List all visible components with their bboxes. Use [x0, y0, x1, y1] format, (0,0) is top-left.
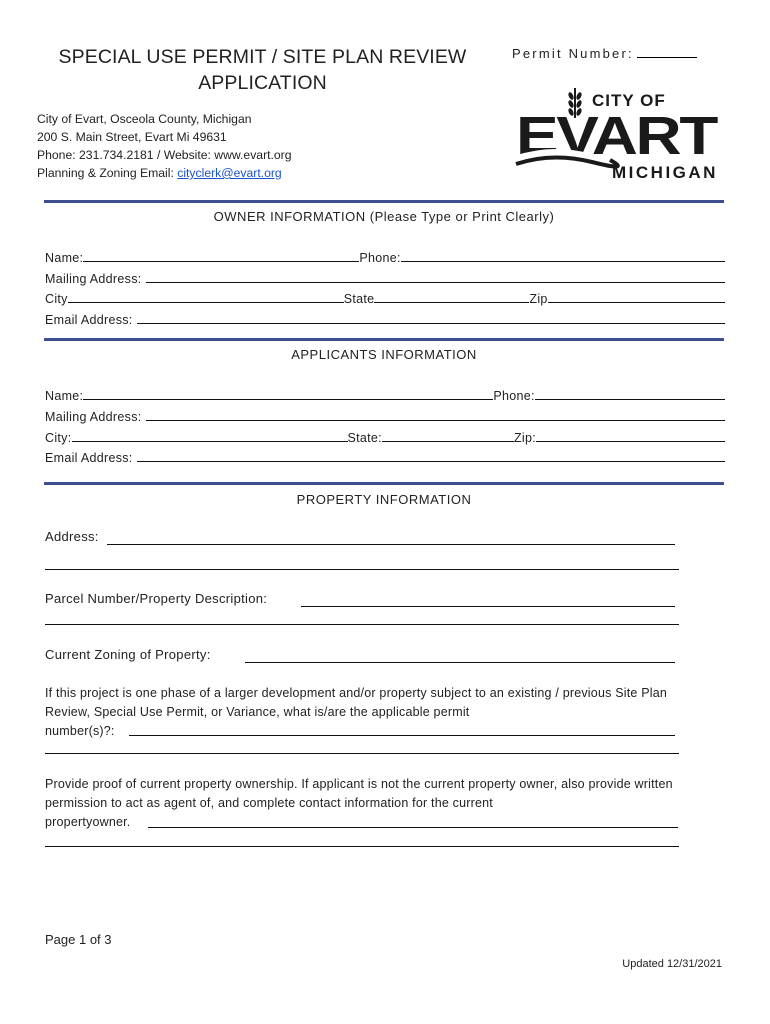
contact-block — [37, 110, 292, 182]
phase-question-text: If this project is one phase of a larger development and/or property subject to an existing / previous Site Plan Review, Special Use Permit, or Variance, what is/are the applicable permit — [45, 686, 668, 719]
phase-permit-field-2[interactable] — [45, 753, 679, 754]
permit-number-line[interactable] — [637, 47, 697, 58]
property-section-title: PROPERTY INFORMATION — [296, 492, 472, 507]
page-title — [40, 44, 485, 96]
phase-question-end: number(s)?: — [45, 724, 115, 738]
title-line-2: APPLICATION — [198, 72, 327, 94]
applicant-name-field[interactable] — [83, 398, 493, 400]
applicant-phone-field[interactable] — [535, 398, 725, 400]
owner-phone-field[interactable] — [401, 260, 725, 262]
parcel-label: Parcel Number/Property Description: — [45, 591, 268, 606]
owner-mailing-label: Mailing Address: — [45, 272, 142, 286]
applicant-city-row — [45, 426, 725, 446]
city-logo — [512, 86, 722, 181]
owner-state-label: State — [343, 292, 375, 306]
contact-line-1: City of Evart, Osceola County, Michigan — [37, 112, 252, 126]
section-divider — [44, 482, 724, 485]
owner-zip-field[interactable] — [548, 301, 725, 303]
applicant-email-row — [45, 446, 725, 466]
zoning-field[interactable] — [245, 662, 675, 663]
parcel-field[interactable] — [301, 606, 675, 607]
owner-email-field[interactable] — [137, 322, 725, 324]
applicant-zip-field[interactable] — [536, 440, 725, 442]
property-address-field-2[interactable] — [45, 569, 679, 570]
applicant-mailing-field[interactable] — [146, 419, 725, 421]
applicant-name-phone-row — [45, 384, 725, 404]
updated-date: Updated 12/31/2021 — [622, 958, 722, 970]
permit-number-label: Permit Number: — [512, 46, 634, 61]
owner-name-label: Name: — [45, 251, 84, 265]
applicant-state-label: State: — [347, 431, 382, 445]
proof-field[interactable] — [148, 827, 678, 828]
logo-bottom-text: MICHIGAN — [612, 163, 718, 181]
email-link[interactable]: cityclerk@evart.org — [177, 166, 282, 180]
zoning-label: Current Zoning of Property: — [45, 647, 211, 662]
owner-phone-label: Phone: — [359, 251, 401, 265]
phase-question — [45, 684, 685, 741]
applicant-city-label: City: — [45, 431, 72, 445]
proof-field-2[interactable] — [45, 846, 679, 847]
parcel-field-2[interactable] — [45, 624, 679, 625]
property-address-field[interactable] — [107, 544, 675, 545]
owner-city-field[interactable] — [68, 301, 344, 303]
logo-top-text: CITY OF — [592, 91, 666, 110]
section-divider — [44, 338, 724, 341]
owner-zip-label: Zip — [529, 292, 548, 306]
applicant-state-field[interactable] — [382, 440, 514, 442]
applicant-phone-label: Phone: — [493, 389, 535, 403]
owner-name-phone-row — [45, 246, 725, 266]
applicant-section-title: APPLICANTS INFORMATION — [291, 347, 477, 362]
applicant-email-field[interactable] — [137, 460, 725, 462]
applicant-mailing-row — [45, 405, 725, 425]
applicant-zip-label: Zip: — [513, 431, 537, 445]
proof-instructions — [45, 775, 685, 832]
proof-end: propertyowner. — [45, 815, 131, 829]
owner-email-row — [45, 308, 725, 328]
phase-permit-field[interactable] — [129, 735, 675, 736]
owner-email-label: Email Address: — [45, 313, 133, 327]
contact-line-2: 200 S. Main Street, Evart Mi 49631 — [37, 130, 227, 144]
applicant-city-field[interactable] — [72, 440, 348, 442]
applicant-name-label: Name: — [45, 389, 84, 403]
owner-name-field[interactable] — [83, 260, 359, 262]
page-number: Page 1 of 3 — [45, 932, 112, 947]
applicant-mailing-label: Mailing Address: — [45, 410, 142, 424]
owner-mailing-field[interactable] — [146, 281, 725, 283]
owner-mailing-row — [45, 267, 725, 287]
permit-number-field[interactable] — [512, 46, 697, 61]
owner-city-label: City — [45, 292, 68, 306]
title-line-1: SPECIAL USE PERMIT / SITE PLAN REVIEW — [58, 46, 467, 68]
section-divider — [44, 200, 724, 203]
logo-main-text: EVART — [516, 106, 719, 166]
contact-line-3: Phone: 231.734.2181 / Website: www.evart.org — [37, 148, 292, 162]
email-prefix: Planning & Zoning Email: — [37, 166, 178, 180]
proof-text: Provide proof of current property ownership. If applicant is not the current property owner, also provide written permission to act as agent of, and complete contact information for the current — [45, 777, 673, 810]
owner-city-row — [45, 287, 725, 307]
owner-state-field[interactable] — [374, 301, 529, 303]
property-address-label: Address: — [45, 529, 99, 544]
contact-line-4 — [37, 164, 292, 182]
owner-section-title: OWNER INFORMATION (Please Type or Print Clearly) — [213, 209, 555, 224]
applicant-email-label: Email Address: — [45, 451, 133, 465]
